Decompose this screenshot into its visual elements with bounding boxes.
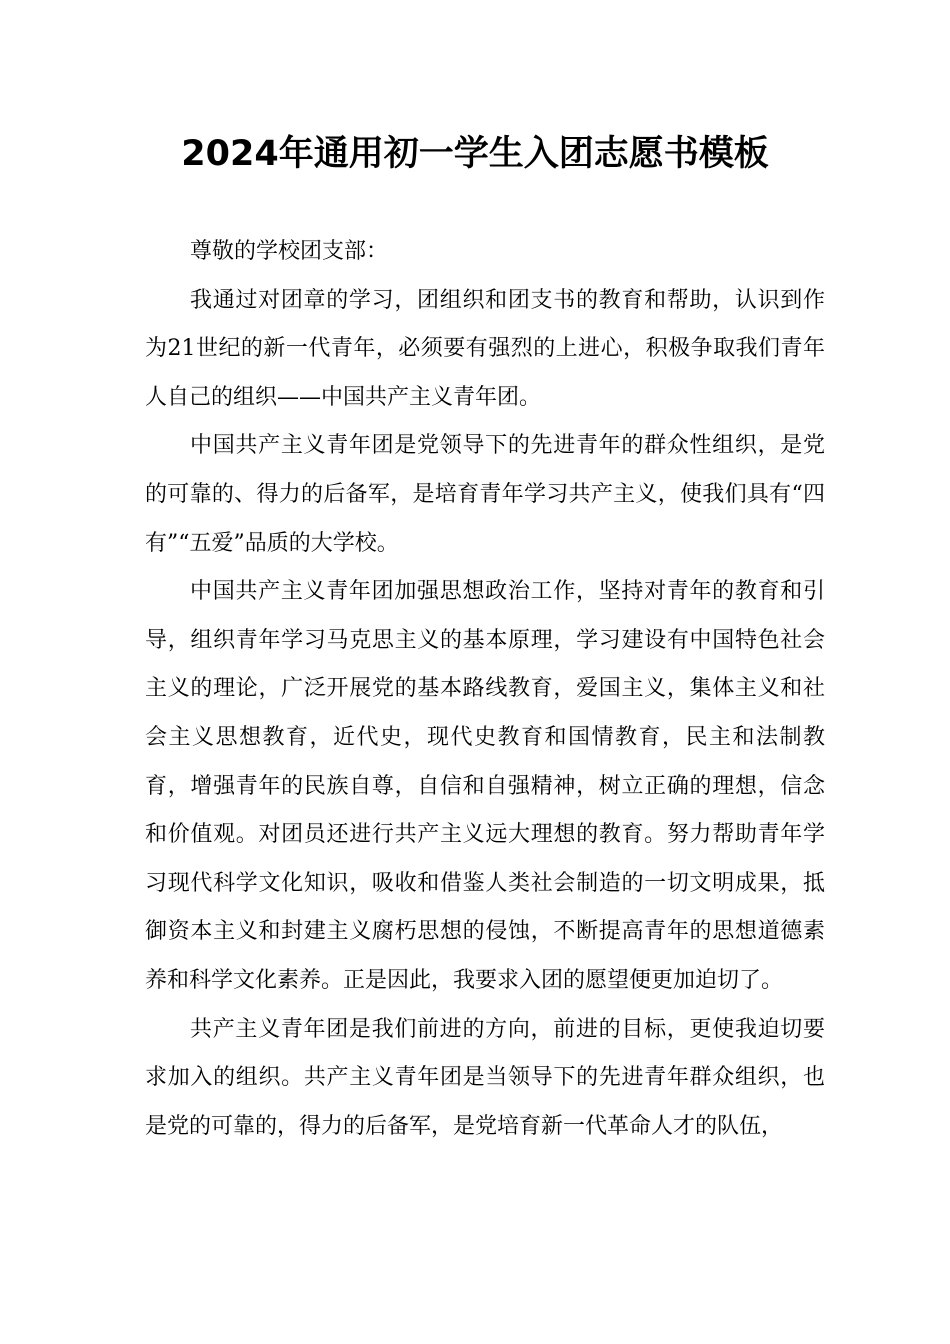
salutation: 尊敬的学校团支部： bbox=[190, 239, 389, 264]
paragraph-3: 中国共产主义青年团加强思想政治工作，坚持对青年的教育和引导，组织青年学习马克思主义的基本原理，学习建设有中国特色社会主义的理论，广泛开展党的基本路线教育，爱国主义，集体主义和社会主义思想教育，近代史，现代史教育和国情教育，民主和法制教育，增强青年的民族自尊，自信和自强精神，树立正确的理想，信念和价值观。对团员还进行共产主义远大理想的教育。努力帮助青年学习现代科学文化知识，吸收和借鉴人类社会制造的一切文明成果，抵御资本主义和封建主义腐朽思想的侵蚀，不断提高青年的思想道德素养和科学文化素养。正是因此，我要求入团的愿望便更加迫切了。 bbox=[145, 579, 825, 993]
paragraph-1: 我通过对团章的学习，团组织和团支书的教育和帮助，认识到作为21世纪的新一代青年，必须要有强烈的上进心，积极争取我们青年人自己的组织——中国共产主义青年团。 bbox=[145, 287, 825, 410]
document-title: 2024年通用初一学生入团志愿书模板 bbox=[181, 134, 769, 174]
document-body bbox=[145, 228, 825, 1151]
paragraph-2: 中国共产主义青年团是党领导下的先进青年的群众性组织，是党的可靠的、得力的后备军，是培育青年学习共产主义，使我们具有“四有”“五爱”品质的大学校。 bbox=[145, 433, 825, 556]
paragraph-4: 共产主义青年团是我们前进的方向，前进的目标，更使我迫切要求加入的组织。共产主义青年团是当领导下的先进青年群众组织，也是党的可靠的，得力的后备军，是党培育新一代革命人才的队伍， bbox=[145, 1016, 825, 1139]
